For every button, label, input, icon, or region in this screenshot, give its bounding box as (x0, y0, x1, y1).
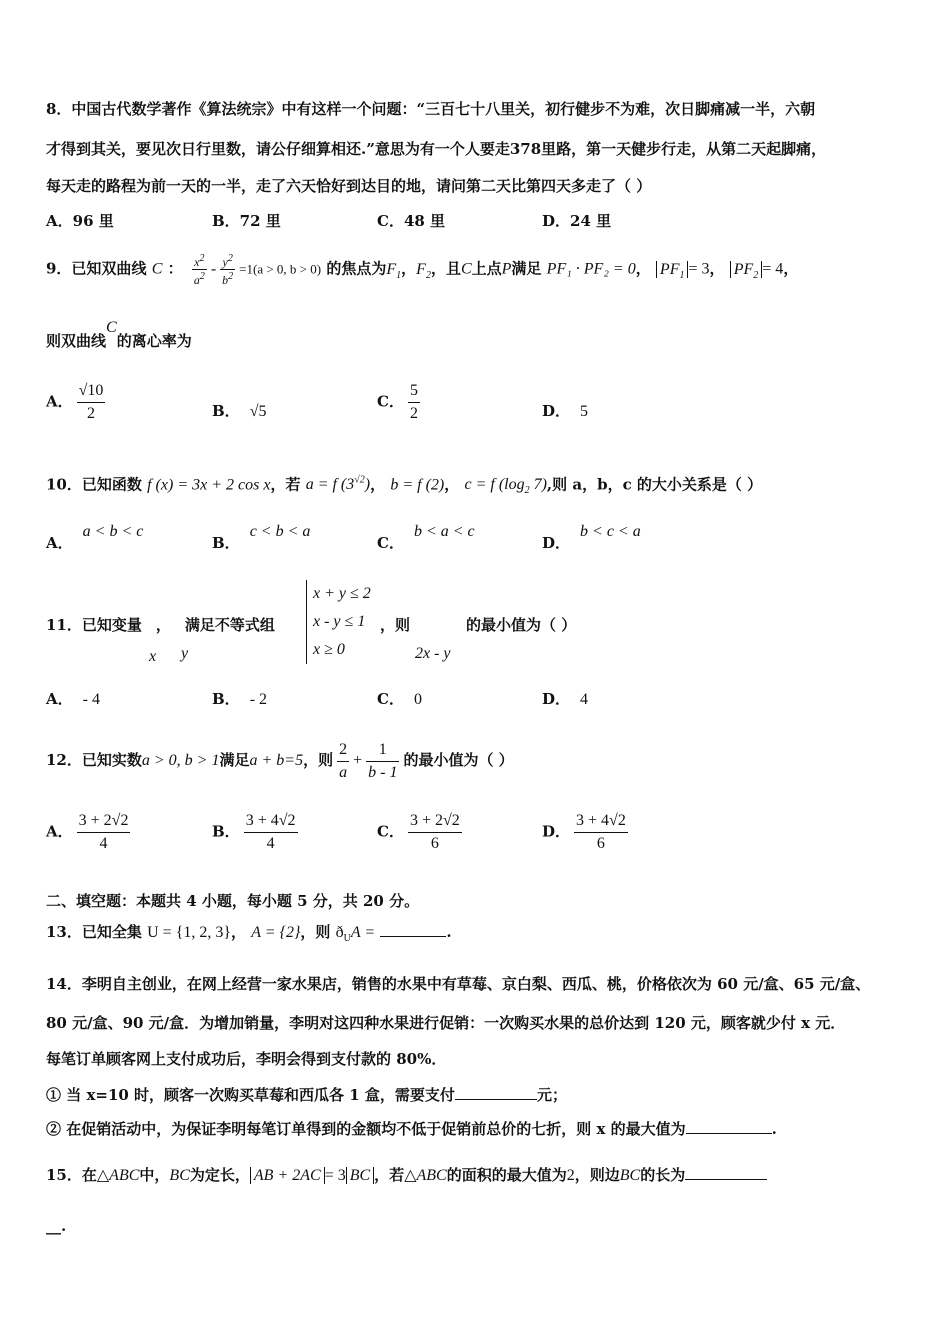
q8-option-d: D．24 里 (542, 212, 612, 230)
q9-colon: ： (167, 259, 183, 278)
q9-and-text: ，且 (430, 259, 461, 278)
q11-var-x: x (149, 648, 157, 665)
q9-f2: $F_2$ (416, 260, 431, 281)
q9-pf1-value: = 3 (688, 260, 710, 278)
q14-sub2-blank[interactable] (686, 1117, 772, 1134)
q11-label: 11．已知变量 (46, 616, 142, 634)
q9-line-2 (46, 319, 910, 353)
q9-abs-pf1: $PF_1$ (656, 261, 689, 278)
section-2-heading: 二、填空题：本题共 4 小题，每小题 5 分，共 20 分。 (46, 892, 420, 910)
q13-answer-blank[interactable] (380, 920, 446, 937)
q9-f1: $F_1$ (386, 260, 402, 281)
q8-option-a: A．96 里 (46, 212, 114, 230)
q14-sub-1: ① 当 x=10 时，顾客一次购买草莓和西瓜各 1 盒，需要支付 元； (46, 1083, 910, 1106)
q12-option-a: A． $\frac{3 + 2√2}{4}$ (46, 812, 129, 852)
q10-label: 10．已知函数 (46, 475, 142, 494)
q12-option-d: D． $\frac{3 + 4√2}{6}$ (542, 812, 626, 852)
q8-line-3: 每天走的路程为前一天的一半，走了六天恰好到达目的地，请问第二天比第四天多走了（ ） (46, 177, 652, 195)
q11-option-d: D． 4 (542, 690, 589, 708)
q9-line2-b: 的离心率为 (116, 332, 192, 350)
q13-then: ，则 (300, 923, 331, 941)
q10-function: f (x) = 3x + 2 cos x (147, 476, 271, 494)
q9-curve-ref: C (460, 260, 472, 278)
q15-triangle-2: △ABC (404, 1167, 447, 1184)
q8-line-1: 8．中国古代数学著作《算法统宗》中有这样一个问题：“三百七十八里关，初行健步不为难，次日脚痛减一半，六朝 (46, 100, 816, 118)
q15-abs-bc: BC (346, 1167, 374, 1184)
q9-satisfy-text: 满足 (511, 259, 542, 278)
q10-tail: ,则 a，b，c 的大小关系是（ ） (546, 475, 763, 494)
q15-area-value: 2 (566, 1167, 575, 1184)
q12-sum: a + b=5 (249, 752, 304, 769)
q14-sub-2: ② 在促销活动中，为保证李明每笔订单得到的金额均不低于促销前总价的七折，则 x 的最大值为 . (46, 1117, 910, 1140)
q13-line: 13．已知全集 U = {1, 2, 3}， A = {2}，则 $ð_UA$ = . (46, 920, 910, 950)
q15-vector-sum: AB + 2AC (250, 1167, 325, 1184)
q9-on-text: 上点 (471, 259, 502, 278)
q9-pf2-value: = 4 (762, 260, 784, 278)
q14-line-2: 80 元/盒、90 元/盒．为增加销量，李明对这四种水果进行促销：一次购买水果的总价达到 120 元，顾客就少付 x 元． (46, 1014, 846, 1032)
q9-curve-ref2: C (106, 319, 117, 336)
q15-answer-blank[interactable] (685, 1163, 767, 1180)
q11-system (306, 580, 371, 664)
q12-then: ，则 (303, 751, 334, 769)
q13-complement: $ð_UA$ = (335, 924, 376, 945)
q11-ineq-1: x + y ≤ 2 (313, 585, 371, 602)
q12-condition: a > 0, b > 1 (141, 752, 220, 769)
q13-set-a: A = {2} (251, 924, 301, 941)
q12-satisfy: 满足 (219, 751, 250, 769)
q11-mid: 满足不等式组 (184, 616, 275, 634)
q10-option-c: C．b < a < c (377, 523, 475, 552)
q9-option-a: A． $\frac{√10}{2}$ (46, 382, 104, 422)
q15-triangle: △ABC (96, 1167, 140, 1184)
q9-focus-text: 的焦点为 (326, 259, 387, 278)
q11-then: ，则 的最小值为（ ） (380, 616, 577, 634)
q9-abs-pf2: $PF_2$ (730, 261, 763, 278)
q11-ineq-2: x - y ≤ 1 (313, 613, 366, 630)
q8-option-b: B．72 里 (212, 212, 281, 230)
q9-equation-rest: =1(a > 0, b > 0) (239, 261, 322, 277)
q8-option-c: C．48 里 (377, 212, 446, 230)
q10-if-text: ，若 (270, 475, 301, 494)
q12-label: 12．已知实数 (46, 751, 142, 769)
q11-expression: 2x - y (415, 645, 451, 662)
q15-bc: BC (169, 1167, 190, 1184)
q8-line-2: 才得到其关，要见次日行里数，请公仔细算相还.”意思为有一个人要走378里路，第一天健步行走，从第二天起脚痛， (46, 140, 827, 158)
q15-line-1: 15．在△ABC中，BC为定长， AB + 2AC = 3 BC ，若△ABC的面积的最大值为2，则边BC的长为 (46, 1163, 910, 1187)
q10-option-a: A．a < b < c (46, 523, 144, 552)
q13-universal-set: U = {1, 2, 3} (147, 924, 232, 941)
q11-var-y: y (181, 645, 189, 662)
q10-option-d: D．b < c < a (542, 523, 641, 552)
q9-curve: C (151, 260, 163, 278)
q15-line-2: __. (46, 1217, 67, 1235)
q10-c-expr: c = f ($\log_2$ 7) (464, 476, 547, 497)
q11-ineq-3: x ≥ 0 (313, 641, 345, 658)
q11-option-b: B． - 2 (212, 690, 268, 708)
q13-dot: . (446, 923, 452, 941)
q12-option-b: B． $\frac{3 + 4√2}{4}$ (212, 812, 296, 852)
q9-line2-a: 则双曲线 (46, 332, 107, 350)
q11-option-a: A． - 4 (46, 690, 100, 708)
q9-line-1: 9．已知双曲线 C ： $\frac{x^2}{a^2}$ - $\frac{y^2}{b^2}$ =1(a > 0, b > 0) 的焦点为$F_1$，$F_2$，且C上点P满足 PF₁ · PF₂ = 0， $PF_1 = 3$， $PF_2 = 4$， (46, 253, 799, 287)
q11-option-c: C． 0 (377, 690, 422, 708)
q10-option-b: B．c < b < a (212, 523, 311, 552)
q9-option-d: D． 5 (542, 402, 589, 420)
q13-label: 13．已知全集 (46, 923, 142, 941)
q12-line: 12．已知实数a > 0, b > 1满足a + b=5，则 $\frac{2}{a}$ + $\frac{1}{b - 1}$ 的最小值为（ ） (46, 740, 514, 781)
q10-a-expr: a = f $(3^{√2})$ (305, 475, 371, 494)
q14-line-1: 14．李明自主创业，在网上经营一家水果店，销售的水果中有草莓、京白梨、西瓜、桃，价格依次为 60 元/盒、65 元/盒、 (46, 975, 871, 993)
q9-option-c: C． $\frac{5}{2}$ (377, 382, 418, 422)
q14-line-3: 每笔订单顾客网上支付成功后，李明会得到支付款的 80%． (46, 1050, 447, 1068)
q10-line: 10．已知函数 f (x) = 3x + 2 cos x，若 a = f $(3^{√2})$， b = f (2)， c = f ($\log_2$ 7),则 a，b，c 的大小关系是（ ） (46, 475, 763, 497)
q14-sub1-blank[interactable] (455, 1083, 537, 1100)
q10-b-expr: b = f (2) (390, 476, 445, 494)
q9-point-p: P (501, 260, 512, 278)
q11-comma: ， (155, 616, 171, 634)
q9-label: 9．已知双曲线 (46, 259, 147, 278)
q9-dot-condition: PF₁ · PF₂ = 0 (546, 260, 636, 278)
q12-option-c: C． $\frac{3 + 2√2}{6}$ (377, 812, 460, 852)
q9-option-b: B． √5 (212, 402, 267, 420)
q12-tail: 的最小值为（ ） (403, 751, 514, 769)
